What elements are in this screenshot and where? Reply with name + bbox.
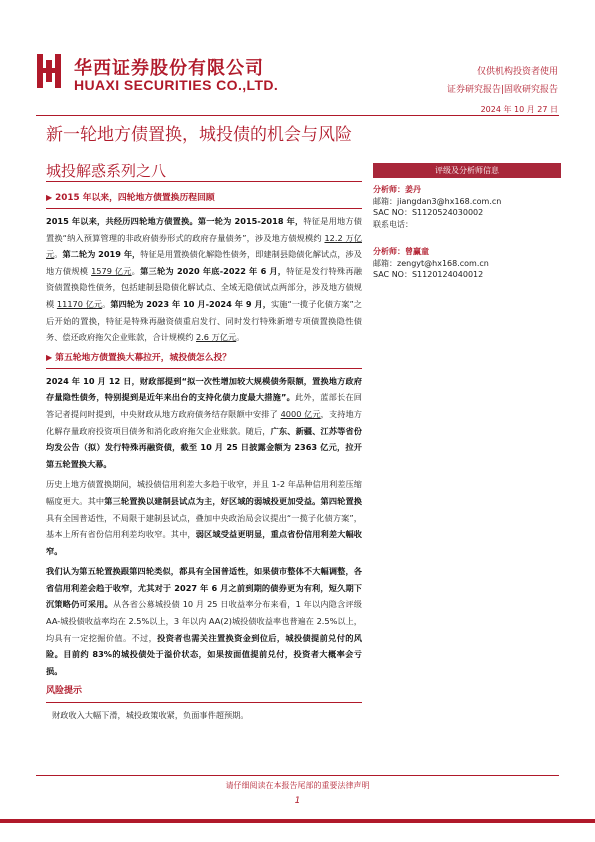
risk-body: 财政收入大幅下滑，城投政策收紧，负面事件超预期。 [52,710,249,721]
section-2-paragraph-1: 2024 年 10 月 12 日，财政部提到“拟一次性增加较大规模债务限额，置换地方政府存量隐性债务，特别提到是近年来出台的支持化债力度最大措施”。此外，蓝部长在回答记者提问时提到，中央财政从地方政府债务结存限额中安排了 4000 亿元，支持地方化解存量政府投资项目债务和消化政府拖欠企业账款。随后，广东、新疆、江苏等省份均发公告（拟）发行特殊再融资债，截至 10 月 25 日披露金额为 2363 亿元，拉开第五轮置换大幕。 [46,375,362,469]
analyst-card [373,184,561,230]
company-name-en: HUAXI SECURITIES CO.,LTD. [74,77,279,93]
triangle-bullet-icon: ▶ [46,352,53,362]
analyst-email[interactable]: zengyt@hx168.com.cn [397,258,489,268]
main-content [46,190,362,724]
section-2-heading: ▶ 第五轮地方债置换大幕拉开，城投债怎么投？ [46,350,362,369]
triangle-bullet-icon: ▶ [46,193,53,202]
report-date: 2024 年 10 月 27 日 [480,105,558,114]
sidebar-heading: 评级及分析师信息 [373,163,561,178]
phone-label: 联系电话： [373,219,413,229]
page-number: 1 [294,796,301,806]
analyst-name: 曾赢童 [405,247,429,256]
series-title: 城投解惑系列之八 [46,162,167,180]
analyst-sac: SAC NO：S1120124040012 [373,270,484,279]
analyst-label: 分析师： [373,247,405,256]
risk-heading: 风险提示 [46,683,362,703]
header-report-type: 证券研究报告|固收研究报告 [446,85,558,95]
section-1-heading: ▶ 2015 年以来，四轮地方债置换历程回顾 [46,190,362,209]
email-label: 邮箱： [373,258,397,268]
header-divider [36,115,559,116]
analyst-card [373,246,561,281]
header-tagline: 仅供机构投资者使用 [476,67,558,77]
analyst-name: 姜丹 [405,185,421,194]
analyst-sac: SAC NO：S1120524030002 [373,208,484,217]
section-2-paragraph-3: 我们认为第五轮置换跟第四轮类似，都具有全国普适性，如果债市整体不大幅调整，各省信用利差会趋于收窄，尤其对于 2027 年 6 月之前到期的债券更为有利，短久期下沉策略仍可采用。从各省公募城投债 10 月 25 日收益率分布来看，1 年以内隐含评级 AA-城投债收益率均在 2.5%以上，3 年以内 AA(2)城投债收益率也普遍在 2.5%以上，均具有一定挖掘价值。不过，投资者也需关注置换资金到位后，城投债提前兑付的风险。目前约 83%的城投债处于溢价状态，如果按面值提前兑付，投资者大概率会亏损。 [46,566,362,676]
analyst-sidebar [373,163,561,281]
series-divider [46,181,362,182]
analyst-email[interactable]: jiangdan3@hx168.com.cn [397,196,502,206]
bottom-bar [0,819,595,823]
company-logo [36,52,66,90]
section-1-paragraph: 2015 年以来，共经历四轮地方债置换。第一轮为 2015-2018 年，特征是用地方债置换“纳入预算管理的非政府债券形式的政府存量债务”，涉及地方债规模约 12.2 万亿元。第二轮为 2019 年，特征是用置换债化解隐性债务，即建制县隐债化解试点，涉及地方债规模 1579 亿元。第三轮为 2020 年底-2022 年 6 月，特征是发行特殊再融资债置换隐性债务，包括建制县隐债化解试点、全域无隐债试点两部分，涉及地方债规模 11170 亿元。第四轮为 2023 年 10 月-2024 年 9 月，实施“一揽子化债方案”之后开始的置换，特征是特殊再融资债重启发行、同时发行特殊新增专项债置换隐性债务、偿还政府拖欠企业账款，合计规模约 2.6 万亿元。 [46,216,362,343]
email-label: 邮箱： [373,196,397,206]
company-name-cn: 华西证券股份有限公司 [74,58,264,79]
analyst-label: 分析师： [373,185,405,194]
report-title: 新一轮地方债置换，城投债的机会与风险 [46,125,352,145]
footer-divider [36,775,559,776]
legal-notice: 请仔细阅读在本报告尾部的重要法律声明 [225,781,370,790]
section-2-paragraph-2: 历史上地方债置换期间，城投债信用利差大多趋于收窄，并且 1-2 年品种信用利差压缩幅度更大。其中第三轮置换以建制县试点为主，好区域的弱城投更加受益。第四轮置换具有全国普适性，不局限于建制县试点，叠加中央政治局会议提出“一揽子化债方案”，基本上所有省份信用利差均收窄。其中，弱区域受益更明显，重点省份信用利差大幅收窄。 [46,479,362,556]
